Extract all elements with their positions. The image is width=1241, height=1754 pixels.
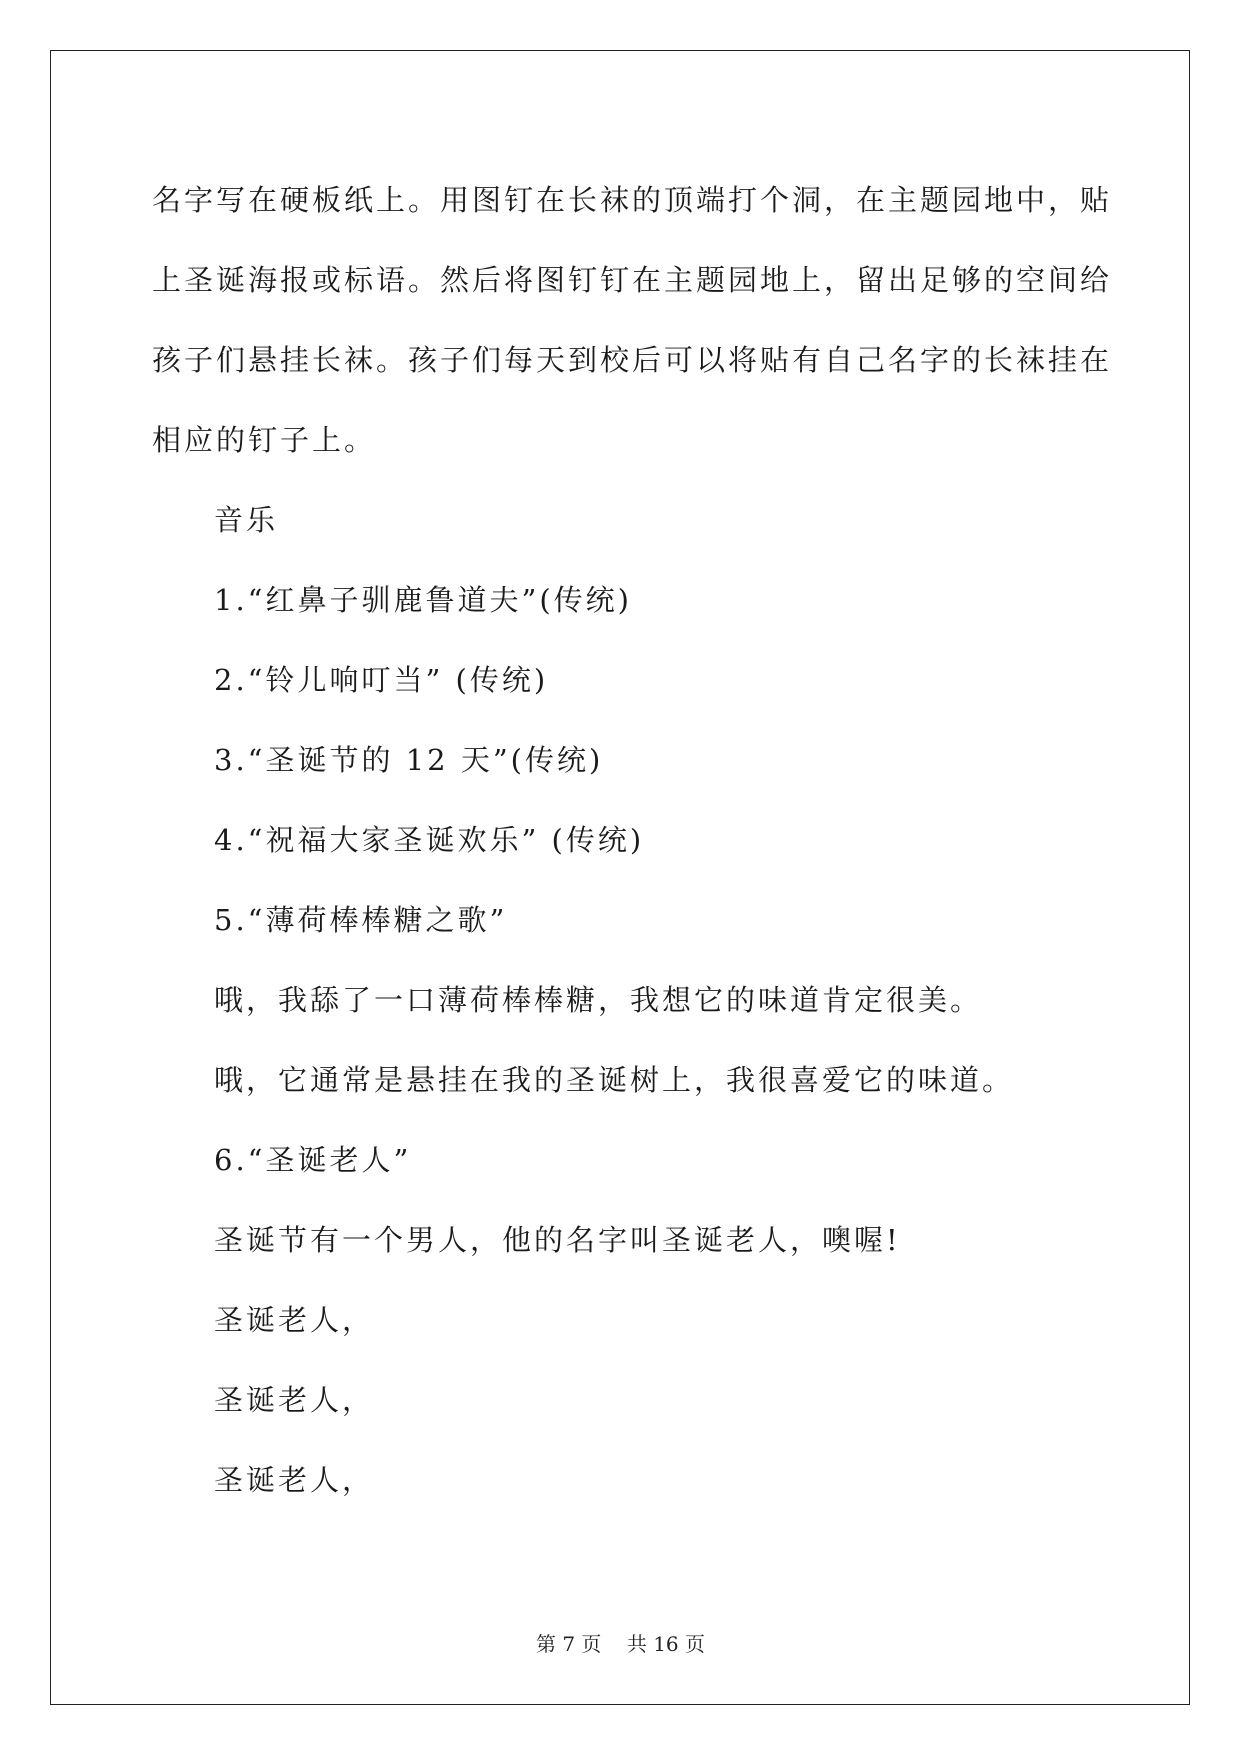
paragraph-line: 孩子们悬挂长袜。孩子们每天到校后可以将贴有自己名字的长袜挂在: [152, 343, 1113, 377]
paragraph-line: 上圣诞海报或标语。然后将图钉钉在主题园地上，留出足够的空间给: [152, 263, 1113, 297]
list-item: 2.“铃儿响叮当” (传统): [214, 663, 549, 697]
lyric-line: 圣诞老人，: [214, 1303, 375, 1337]
list-item: 3.“圣诞节的 12 天”(传统): [214, 743, 604, 777]
lyric-line: 圣诞节有一个男人，他的名字叫圣诞老人，噢喔!: [214, 1223, 901, 1257]
list-item: 5.“薄荷棒棒糖之歌”: [214, 903, 508, 937]
paragraph-line: 相应的钉子上。: [152, 423, 377, 457]
page-footer: [0, 1628, 1241, 1657]
lyric-line: 哦，我舔了一口薄荷棒棒糖，我想它的味道肯定很美。: [214, 983, 983, 1017]
page-number: 第 7 页 共 16 页: [535, 1632, 706, 1656]
document-body: [152, 160, 1113, 1520]
paragraph: [152, 160, 1113, 480]
paragraph-line: 名字写在硬板纸上。用图钉在长袜的顶端打个洞，在主题园地中，贴: [152, 183, 1113, 217]
music-list: [152, 560, 1092, 1520]
lyric-line: 圣诞老人，: [214, 1383, 375, 1417]
lyric-line: 哦，它通常是悬挂在我的圣诞树上，我很喜爱它的味道。: [214, 1063, 1015, 1097]
list-item: 6.“圣诞老人”: [214, 1143, 412, 1177]
section-heading: 音乐: [214, 503, 279, 537]
lyric-line: 圣诞老人，: [214, 1463, 375, 1497]
list-item: 4.“祝福大家圣诞欢乐” (传统): [214, 823, 645, 857]
list-item: 1.“红鼻子驯鹿鲁道夫”(传统): [214, 583, 632, 617]
